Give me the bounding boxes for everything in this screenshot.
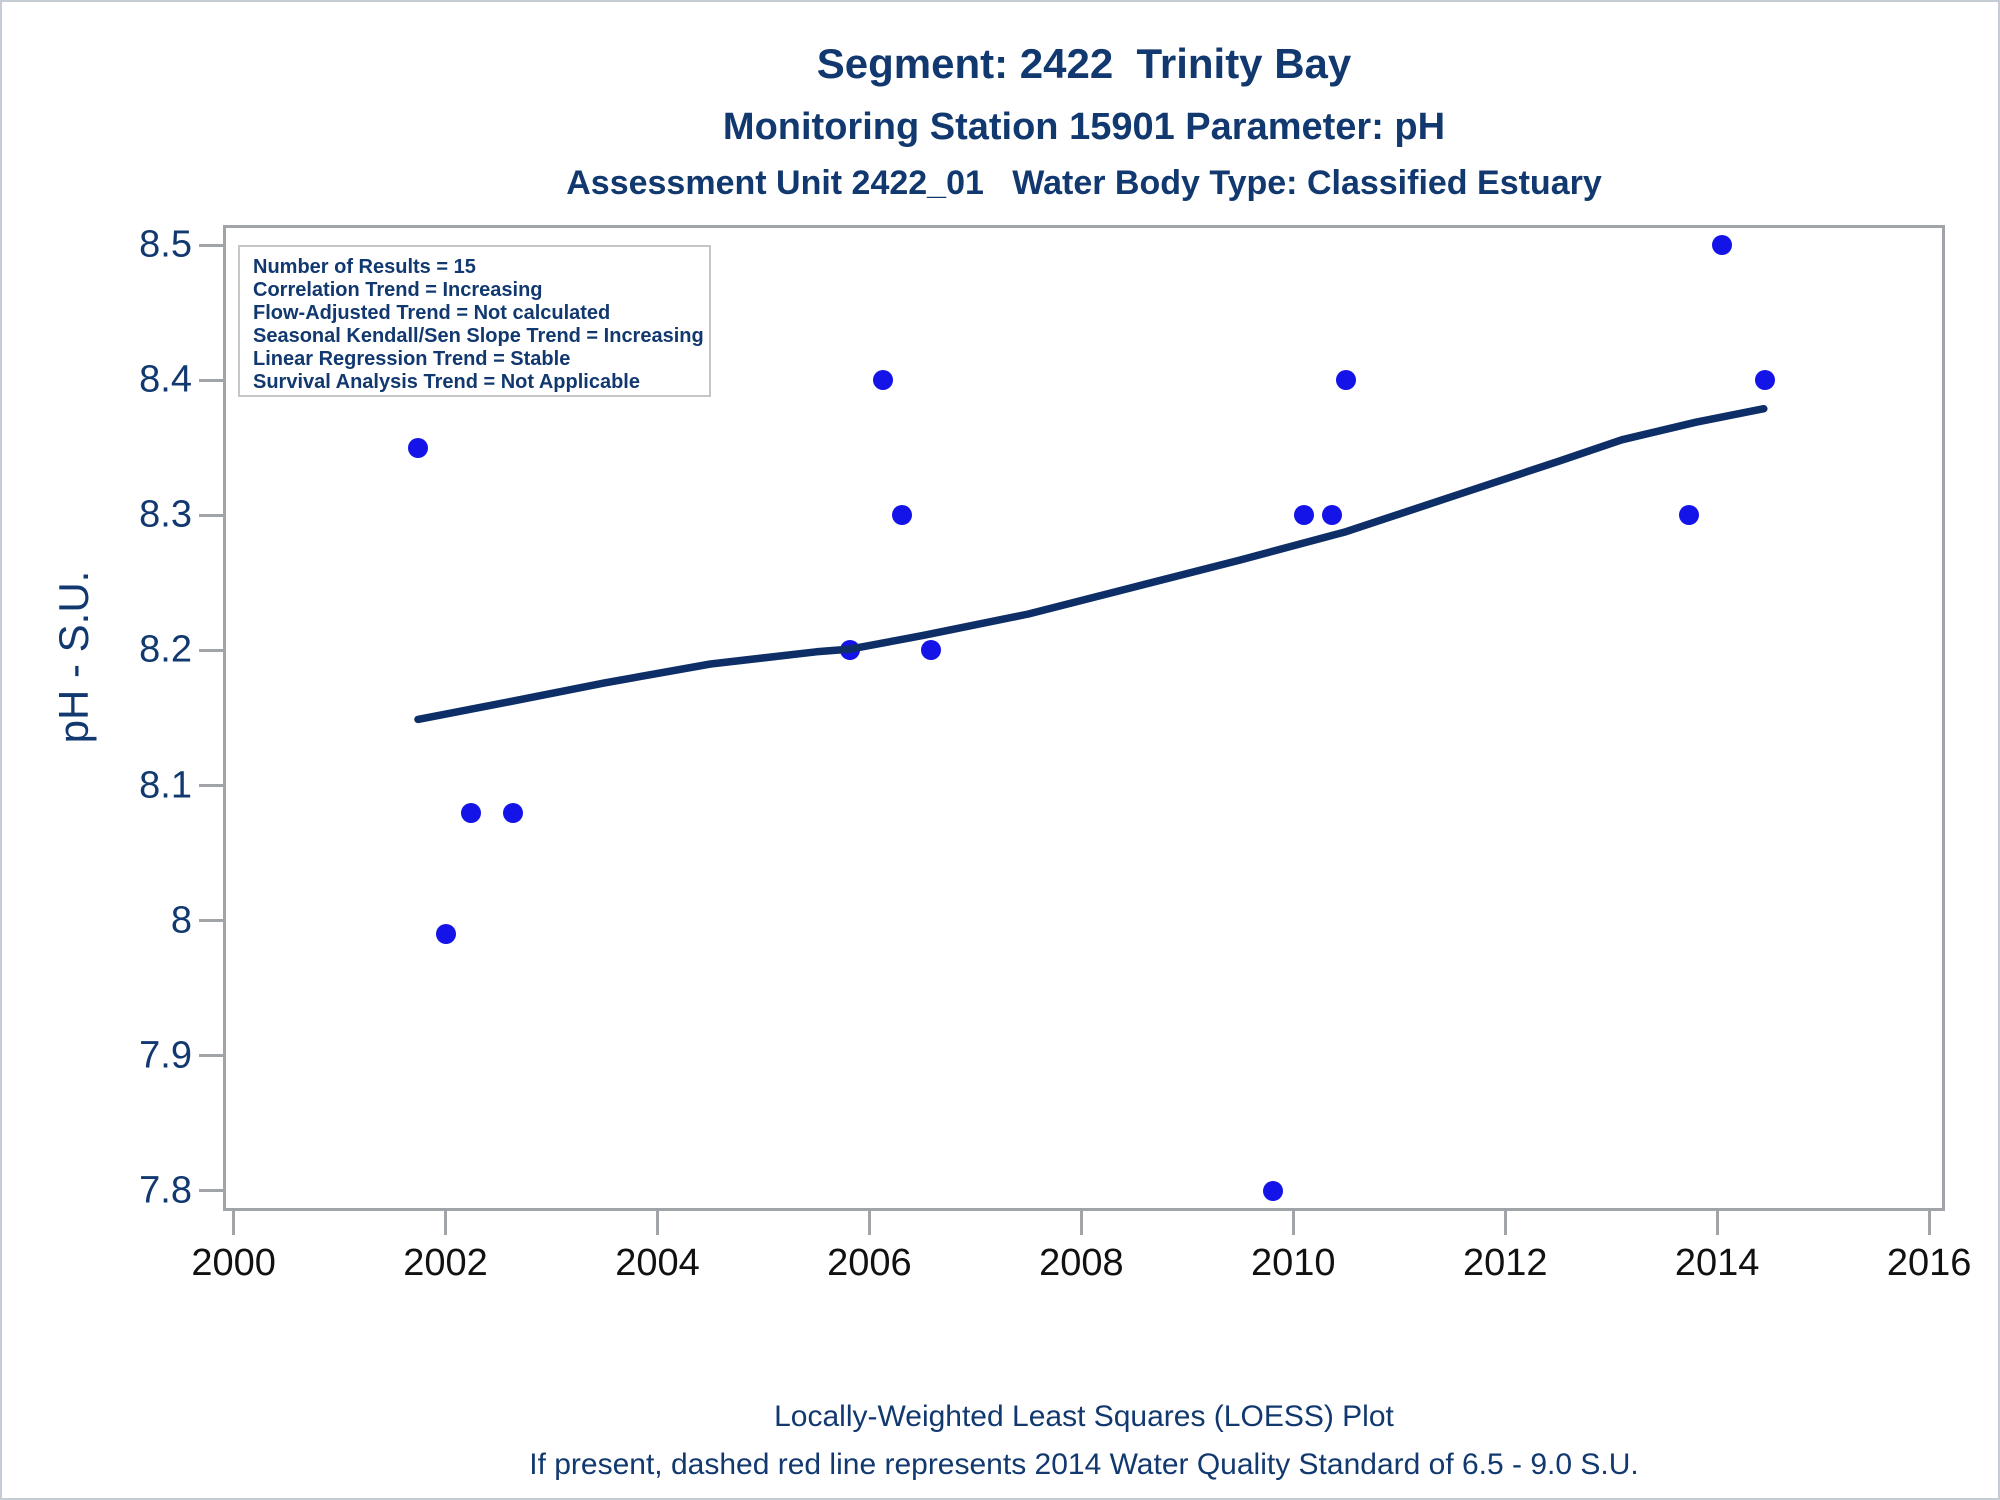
y-tick-label: 8 bbox=[170, 899, 192, 942]
x-tick-label: 2006 bbox=[827, 1242, 912, 1284]
x-axis-tick bbox=[1716, 1211, 1719, 1235]
x-axis-tick bbox=[1504, 1211, 1507, 1235]
y-axis-tick bbox=[199, 919, 223, 922]
footer-note-loess: Locally-Weighted Least Squares (LOESS) Plot bbox=[774, 1400, 1394, 1433]
stat-survival-analysis-trend: Survival Analysis Trend = Not Applicable bbox=[253, 371, 640, 393]
data-point bbox=[1263, 1181, 1283, 1201]
data-point bbox=[1755, 370, 1775, 390]
y-tick-label: 8.4 bbox=[139, 358, 192, 401]
y-axis-title: pH - S.U. bbox=[50, 570, 97, 744]
x-axis-tick bbox=[444, 1211, 447, 1235]
data-point bbox=[892, 505, 912, 525]
y-tick-label: 8.3 bbox=[139, 493, 192, 536]
footer-note-standard: If present, dashed red line represents 2014 Water Quality Standard of 6.5 - 9.0 S.U. bbox=[529, 1448, 1639, 1481]
data-point bbox=[873, 370, 893, 390]
stat-number-of-results: Number of Results = 15 bbox=[253, 256, 476, 278]
x-axis-tick bbox=[868, 1211, 871, 1235]
x-axis-tick bbox=[1080, 1211, 1083, 1235]
y-axis-tick bbox=[199, 379, 223, 382]
x-tick-label: 2004 bbox=[615, 1242, 700, 1284]
x-tick-label: 2010 bbox=[1251, 1242, 1336, 1284]
data-point bbox=[840, 640, 860, 660]
data-point bbox=[1336, 370, 1356, 390]
y-tick-label: 7.8 bbox=[139, 1169, 192, 1212]
y-axis-tick bbox=[199, 649, 223, 652]
x-tick-label: 2012 bbox=[1462, 1242, 1548, 1284]
y-tick-label: 8.5 bbox=[139, 223, 192, 266]
data-point bbox=[1294, 505, 1314, 525]
data-point bbox=[461, 803, 481, 823]
y-tick-label: 8.2 bbox=[139, 628, 192, 671]
data-point bbox=[503, 803, 523, 823]
x-tick-label: 2002 bbox=[403, 1242, 488, 1284]
data-point bbox=[1322, 505, 1342, 525]
x-axis-tick bbox=[656, 1211, 659, 1235]
stat-correlation-trend: Correlation Trend = Increasing bbox=[253, 279, 543, 301]
data-point bbox=[436, 924, 456, 944]
y-tick-label: 7.9 bbox=[139, 1034, 192, 1077]
y-axis-tick bbox=[199, 1054, 223, 1057]
data-point bbox=[1712, 235, 1732, 255]
y-axis-tick bbox=[199, 514, 223, 517]
x-tick-label: 2014 bbox=[1674, 1242, 1760, 1284]
page-title: Segment: 2422 Trinity Bay bbox=[816, 40, 1352, 87]
subtitle-station-parameter: Monitoring Station 15901 Parameter: pH bbox=[722, 106, 1446, 148]
y-axis-tick bbox=[199, 1189, 223, 1192]
data-point bbox=[408, 438, 428, 458]
x-tick-label: 2000 bbox=[191, 1242, 276, 1284]
data-point bbox=[1679, 505, 1699, 525]
x-axis-tick bbox=[1292, 1211, 1295, 1235]
stat-seasonal-kendall-trend: Seasonal Kendall/Sen Slope Trend = Increasing bbox=[253, 325, 704, 347]
x-tick-label: 2016 bbox=[1886, 1242, 1972, 1284]
trend-stats-box bbox=[238, 245, 711, 397]
x-axis-tick bbox=[232, 1211, 235, 1235]
data-point bbox=[921, 640, 941, 660]
x-axis-tick bbox=[1928, 1211, 1931, 1235]
y-tick-label: 8.1 bbox=[139, 764, 192, 807]
x-tick-label: 2008 bbox=[1039, 1242, 1124, 1284]
y-axis-tick bbox=[199, 784, 223, 787]
subtitle-assessment-unit: Assessment Unit 2422_01 Water Body Type: Classified Estuary bbox=[566, 164, 1602, 202]
stat-flow-adjusted-trend: Flow-Adjusted Trend = Not calculated bbox=[253, 302, 611, 324]
stat-linear-regression-trend: Linear Regression Trend = Stable bbox=[253, 348, 571, 370]
y-axis-tick bbox=[199, 244, 223, 247]
